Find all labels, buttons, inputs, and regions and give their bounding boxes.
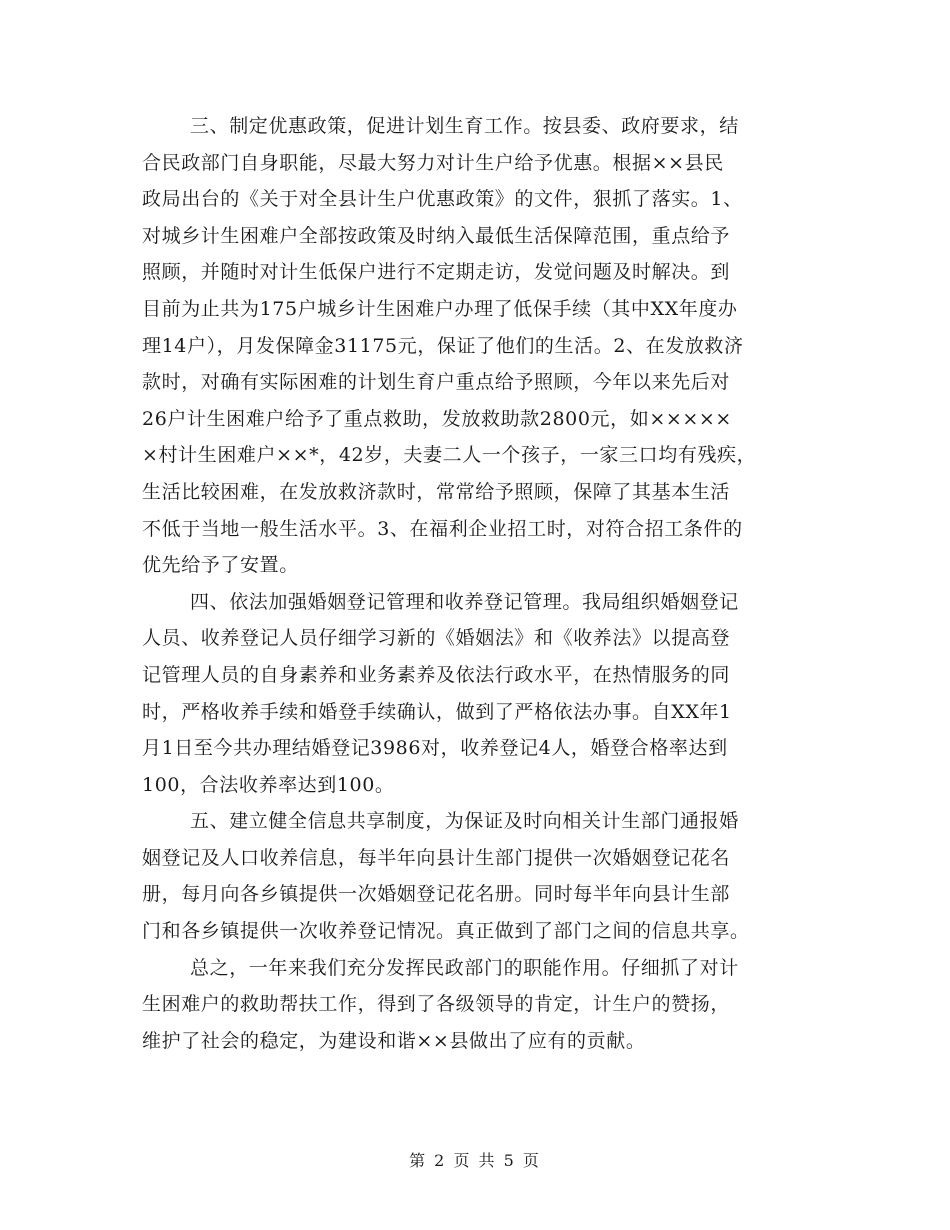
text-line: 总之，一年来我们充分发挥民政部门的职能作用。仔细抓了对计: [190, 956, 739, 979]
text-line: 五、建立健全信息共享制度，为保证及时向相关计生部门通报婚: [190, 810, 739, 833]
text-line: 26户计生困难户给予了重点救助，发放救助款2800元，如×××××: [142, 407, 732, 430]
text-line: 生活比较困难，在发放救济款时，常常给予照顾，保障了其基本生活: [142, 480, 731, 503]
text-line: 门和各乡镇提供一次收养登记情况。真正做到了部门之间的信息共享。: [142, 920, 750, 943]
paragraph-summary: [142, 950, 842, 1060]
text-line: 政局出台的《关于对全县计生户优惠政策》的文件，狠抓了落实。1、: [142, 188, 743, 211]
text-line: 时，严格收养手续和婚登手续确认，做到了严格依法办事。自XX年1: [142, 700, 732, 723]
document-body: [142, 108, 842, 1059]
text-line: 四、依法加强婚姻登记管理和收养登记管理。我局组织婚姻登记: [190, 590, 739, 613]
text-line: 目前为止共为175户城乡计生困难户办理了低保手续（其中XX年度办: [142, 297, 738, 320]
text-line: 三、制定优惠政策，促进计划生育工作。按县委、政府要求，结: [190, 115, 739, 137]
text-line: 姻登记及人口收养信息，每半年向县计生部门提供一次婚姻登记花名: [142, 846, 731, 869]
text-line: 对城乡计生困难户全部按政策及时纳入最低生活保障范围，重点给予: [142, 224, 731, 247]
text-line: 照顾，并随时对计生低保户进行不定期走访，发觉问题及时解决。到: [142, 261, 731, 284]
text-line: 生困难户的救助帮扶工作，得到了各级领导的肯定，计生户的赞扬，: [142, 993, 731, 1016]
paragraph-marriage-registration: [142, 584, 842, 804]
paragraph-information-sharing: [142, 803, 842, 949]
text-line: ×村计生困难户××*，42岁，夫妻二人一个孩子，一家三口均有残疾，: [142, 444, 757, 467]
text-line: 不低于当地一般生活水平。3、在福利企业招工时，对符合招工条件的: [142, 517, 743, 540]
text-line: 维护了社会的稳定，为建设和谐××县做出了应有的贡献。: [142, 1029, 646, 1052]
text-line: 理14户），月发保障金31175元，保证了他们的生活。2、在发放救济: [142, 334, 744, 357]
paragraph-policy: [142, 108, 842, 584]
text-line: 100，合法收养率达到100。: [142, 773, 395, 796]
text-line: 册，每月向各乡镇提供一次婚姻登记花名册。同时每半年向县计生部: [142, 883, 731, 906]
text-line: 月1日至今共办理结婚登记3986对，收养登记4人，婚登合格率达到: [142, 737, 728, 760]
text-line: 合民政部门自身职能，尽最大努力对计生户给予优惠。根据××县民: [142, 151, 724, 174]
text-line: 记管理人员的自身素养和业务素养及依法行政水平，在热情服务的同: [142, 663, 731, 686]
text-line: 优先给予了安置。: [142, 554, 299, 577]
text-line: 款时，对确有实际困难的计划生育户重点给予照顾，今年以来先后对: [142, 371, 731, 394]
text-line: 人员、收养登记人员仔细学习新的《婚姻法》和《收养法》以提高登: [142, 627, 731, 650]
page-number-footer: 第 2 页 共 5 页: [409, 1151, 541, 1170]
